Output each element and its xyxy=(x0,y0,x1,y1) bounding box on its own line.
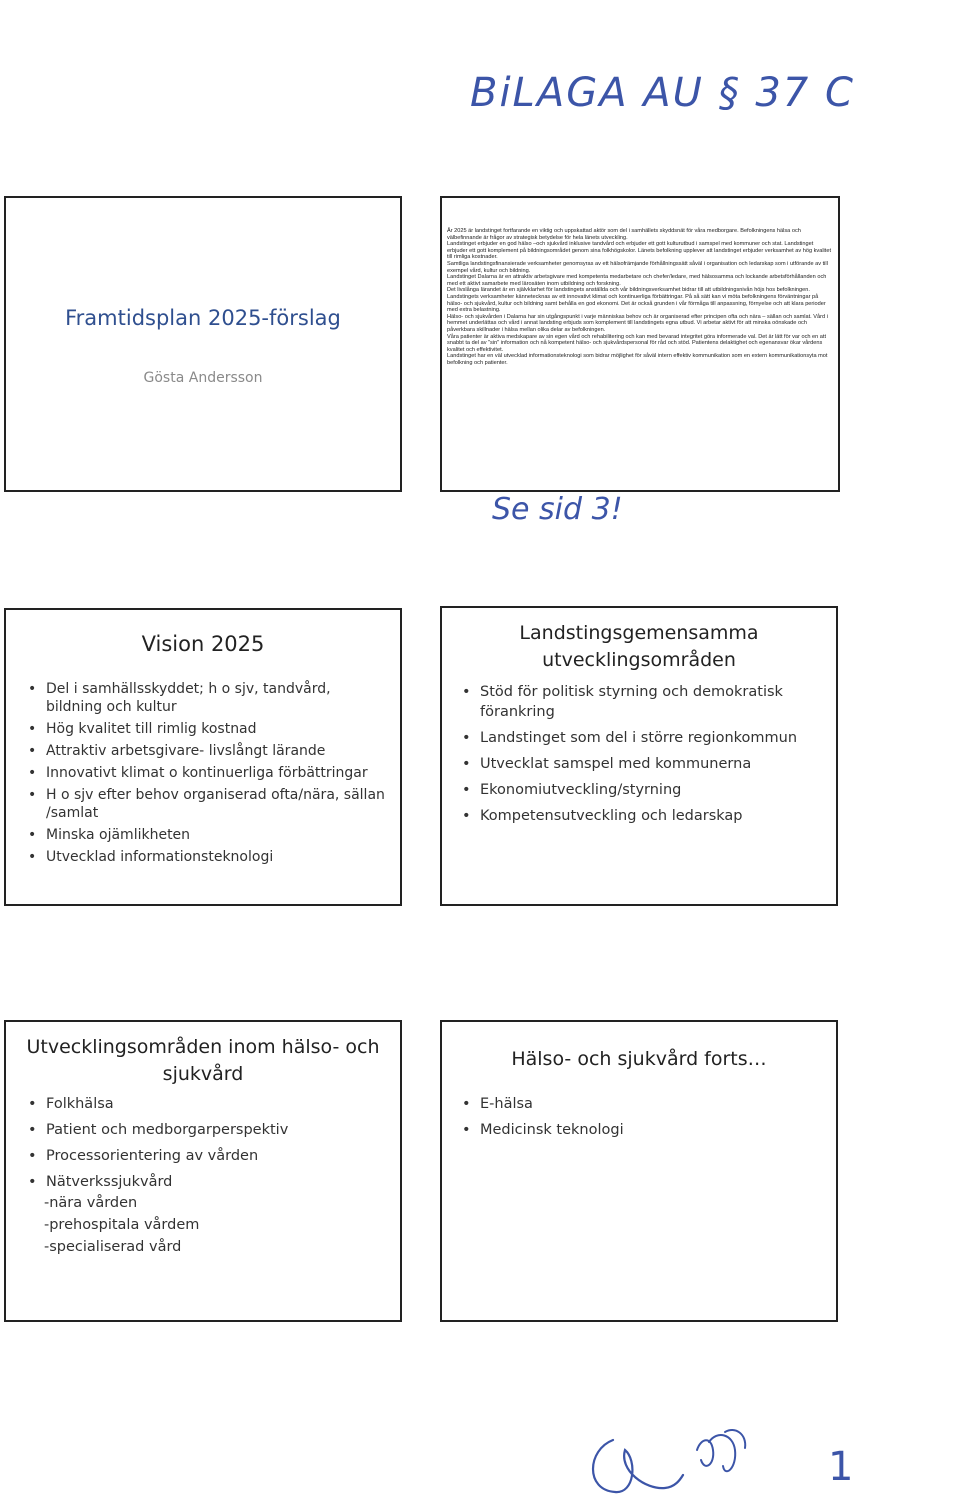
list-item: • Innovativt klimat o kontinuerliga förbättringar xyxy=(26,764,390,782)
slide-healthcare-contd xyxy=(440,1020,838,1322)
slide-title-line: Landstingsgemensamma xyxy=(519,622,759,644)
sub-list-item: -specialiserad vård xyxy=(44,1239,182,1255)
list-item: • Landstinget som del i större regionkommun xyxy=(460,728,826,748)
handwritten-initials xyxy=(585,1420,785,1510)
list-item: • Patient och medborgarperspektiv xyxy=(26,1120,390,1140)
vision-paragraph: Landstinget erbjuder en god hälso –och sjukvård inklusive tandvård och erbjuder ett gott kulturutbud i samspel med kommuner och stat. Landstinget erbjuder ett gott komplement på bildningsområdet genom sina folkhögskolor. Länets befolkning upplever att landstinget erbjuder verksamhet av hög kvalitet till rimliga kostnader. xyxy=(447,241,832,261)
vision-paragraph: Samtliga landstingsfinansierade verksamheter genomsyras av ett hälsofrämjande förhållningssätt såväl i organisation och ledarskap som i utförande av till exempel vård, kultur och bildning. xyxy=(447,260,828,274)
slide-title xyxy=(6,1034,400,1088)
list-item: • Utvecklad informationsteknologi xyxy=(26,848,390,866)
list-item: • Attraktiv arbetsgivare- livslångt lärande xyxy=(26,742,390,760)
sub-list xyxy=(44,1192,199,1258)
slide-title: Vision 2025 xyxy=(141,632,265,656)
list-item: • Medicinsk teknologi xyxy=(460,1120,826,1140)
presentation-title: Framtidsplan 2025-förslag xyxy=(65,306,341,330)
vision-paragraph: Landstinget har en väl utvecklad informationsteknologi som bidrar möjlighet för såväl intern effektiv kommunikation som en extern kommunikationsyta mot befolkning och patienter. xyxy=(447,353,828,366)
list-item: • H o sjv efter behov organiserad ofta/nära, sällan /samlat xyxy=(26,786,390,822)
slide-title xyxy=(442,620,836,674)
handwritten-header: BiLAGA AU § 37 C xyxy=(470,70,855,116)
slide-title: Hälso- och sjukvård forts… xyxy=(511,1048,767,1070)
handwritten-note: Se sid 3! xyxy=(492,492,623,527)
list-item: • Processorientering av vården xyxy=(26,1146,390,1166)
vision-paragraph: Landstinget Dalarna är en attraktiv arbetsgivare med kompetenta medarbetare och chefer/ledare, med hälsosamma och lockande arbetsförhållanden och med ett aktivt samarbete med lärosäten inom utbildning och forskning. xyxy=(447,274,827,287)
list-item: • Hög kvalitet till rimlig kostnad xyxy=(26,720,390,738)
list-item: • E-hälsa xyxy=(460,1094,826,1114)
slide-vision-2025 xyxy=(4,608,402,906)
slide-title-page xyxy=(4,196,402,492)
sub-list-item: -prehospitala vårdem xyxy=(44,1217,200,1233)
vision-paragraph: Det livslånga lärandet är en självklarhet för landstingets anställda och vår bildningsverksamhet bidrar till att utbildningsnivån höjs hos befolkningen. xyxy=(447,287,810,294)
slide-healthcare-areas xyxy=(4,1020,402,1322)
list-item: • Folkhälsa xyxy=(26,1094,390,1114)
list-item: • Nätverkssjukvård xyxy=(26,1172,390,1192)
healthcare-contd-list xyxy=(460,1094,826,1146)
vision-paragraph: Landstingets verksamheter kännetecknas av ett innovativt klimat och kontinuerliga förbättringar. På så sätt kan vi möta befolkningens förväntningar på hälso- och sjukvård, kultur och bildning samt behålla en god ekonomi. Det är också grunden i vår förmåga till anpassning, förnyelse och att klara perioder med extra belastning. xyxy=(447,293,826,314)
list-item: • Kompetensutveckling och ledarskap xyxy=(460,806,826,826)
slide-vision-text xyxy=(440,196,840,492)
vision-paragraph: År 2025 är landstinget fortfarande en viktig och uppskattad aktör som del i samhällets skyddsnät för våra medborgare. Befolkningens hälsa och välbefinnande är frågor av strategisk betydelse för hela länets utveckling. xyxy=(447,228,801,241)
list-item: • Ekonomiutveckling/styrning xyxy=(460,780,826,800)
slide-title-line: Utvecklingsområden inom hälso- och xyxy=(26,1036,380,1058)
author-name: Gösta Andersson xyxy=(143,370,263,386)
slide-title-line: utvecklingsområden xyxy=(542,649,736,671)
healthcare-list xyxy=(26,1094,390,1194)
vision-paragraph: Hälso- och sjukvården i Dalarna har sin utgångspunkt i varje människas behov och är organiserad efter principen ofta och nära – sällan och samlat. Vård i hemmet underlättas och vård i annat landsting erbjuds som komplement till landstingets egna utbud. Vi arbetar aktivt för att minska oönskade och påverkbara skillnader i hälsa mellan olika delar av befolkningen. xyxy=(447,313,828,333)
vision-paragraph: Våra patienter är aktiva medskapare av sin egen vård och rehabilitering och kan med bevarad integritet göra informerade val. Det är lätt för var och en att snabbt ta del av "sin" information och nå kompetent hälso- och sjukvårdspersonal för råd och stöd. Patientens delaktighet och egenansvar ökar vårdens kvalitet och effektivitet. xyxy=(447,333,827,353)
list-item: • Utvecklat samspel med kommunerna xyxy=(460,754,826,774)
list-item: • Stöd för politisk styrning och demokratisk förankring xyxy=(460,682,826,722)
sub-list-item: -nära vården xyxy=(44,1195,138,1211)
slide-title-line: sjukvård xyxy=(162,1063,244,1085)
vision-list xyxy=(26,680,390,870)
list-item: • Del i samhällsskyddet; h o sjv, tandvård, bildning och kultur xyxy=(26,680,390,716)
page-number: 1 xyxy=(828,1444,854,1490)
areas-list xyxy=(460,682,826,832)
slide-common-areas xyxy=(440,606,838,906)
list-item: • Minska ojämlikheten xyxy=(26,826,390,844)
